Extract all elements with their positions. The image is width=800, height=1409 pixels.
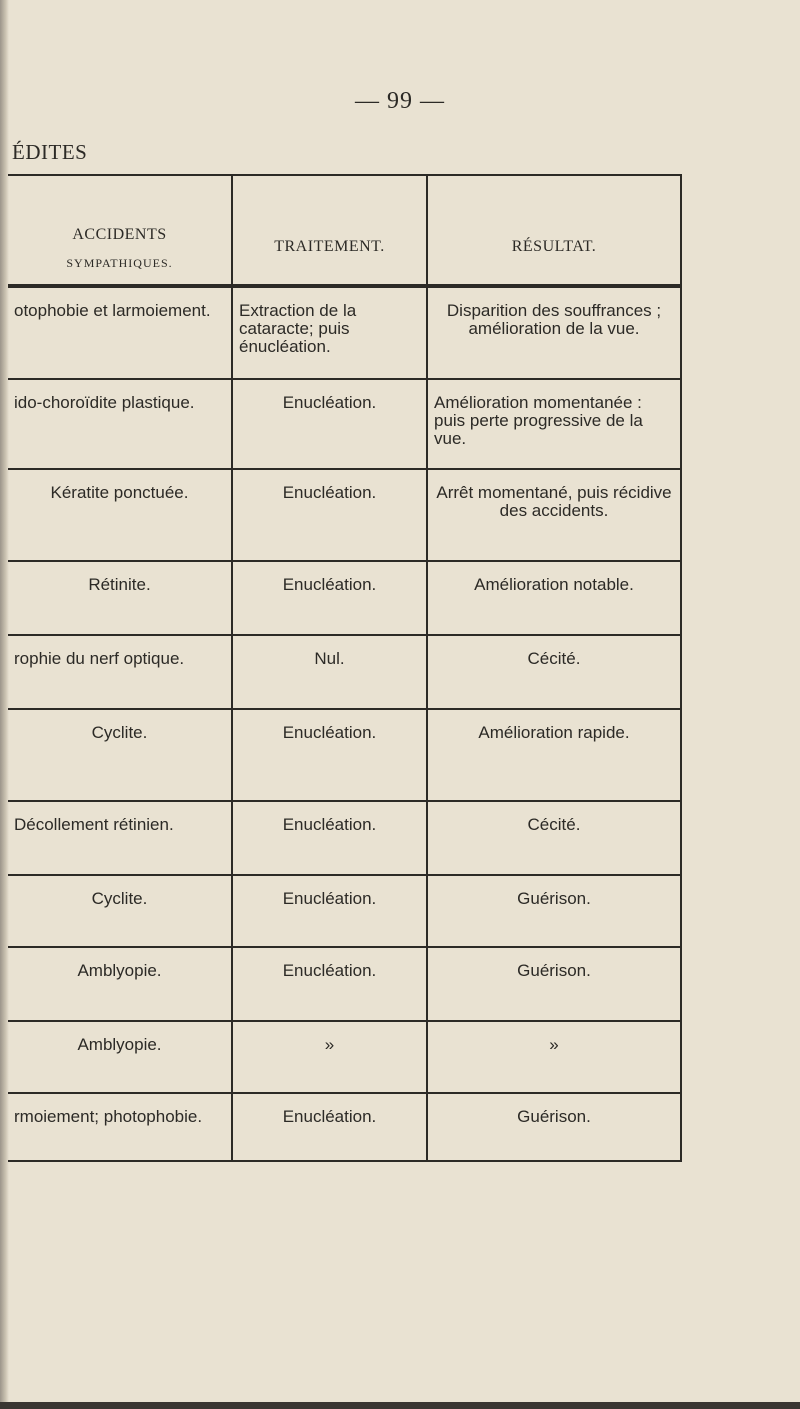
accident-cell: Cyclite. bbox=[8, 710, 233, 800]
traitement-cell: Enucléation. bbox=[233, 948, 428, 1020]
cases-table bbox=[8, 174, 682, 1162]
accident-cell: otophobie et larmoiement. bbox=[8, 288, 233, 378]
header-resultat bbox=[428, 176, 680, 284]
accident-cell: rmoiement; photophobie. bbox=[8, 1094, 233, 1160]
resultat-cell: Guérison. bbox=[517, 961, 591, 980]
table-row bbox=[8, 1094, 680, 1162]
traitement-cell: Enucléation. bbox=[233, 470, 428, 560]
accident-cell: Kératite ponctuée. bbox=[8, 470, 233, 560]
resultat-cell: Cécité. bbox=[527, 649, 581, 668]
traitement-cell: Enucléation. bbox=[233, 710, 428, 800]
table-row bbox=[8, 710, 680, 802]
traitement-cell: Enucléation. bbox=[233, 802, 428, 874]
table-row bbox=[8, 562, 680, 636]
header-resultat-title: RÉSULTAT. bbox=[511, 238, 597, 255]
header-accidents bbox=[8, 176, 233, 284]
table-row bbox=[8, 636, 680, 710]
traitement-cell: Extraction de la cataracte; puis énucléation. bbox=[233, 288, 428, 378]
resultat-cell: Disparition des souffrances ; amélioration de la vue. bbox=[446, 301, 662, 338]
resultat-cell: Amélioration rapide. bbox=[478, 723, 630, 742]
accident-cell: Décollement rétinien. bbox=[8, 802, 233, 874]
resultat-cell: Cécité. bbox=[527, 815, 581, 834]
table-header-row bbox=[8, 176, 680, 288]
table-row bbox=[8, 876, 680, 948]
traitement-cell: Enucléation. bbox=[233, 380, 428, 468]
running-head: ÉDITES bbox=[12, 140, 88, 164]
traitement-cell: Nul. bbox=[233, 636, 428, 708]
accident-cell: rophie du nerf optique. bbox=[8, 636, 233, 708]
resultat-cell: Arrêt momentané, puis récidive des accidents. bbox=[436, 483, 672, 520]
table-row bbox=[8, 948, 680, 1022]
accident-cell: Amblyopie. bbox=[8, 1022, 233, 1092]
table-row bbox=[8, 802, 680, 876]
accident-cell: ido-choroïdite plastique. bbox=[8, 380, 233, 468]
header-accidents-subtitle: SYMPATHIQUES. bbox=[66, 256, 173, 270]
page-bottom-edge bbox=[0, 1402, 800, 1409]
accident-cell: Cyclite. bbox=[8, 876, 233, 946]
table-row bbox=[8, 470, 680, 562]
table-row bbox=[8, 288, 680, 380]
page-number: — 99 — bbox=[355, 88, 445, 114]
accident-cell: Rétinite. bbox=[8, 562, 233, 634]
accident-cell: Amblyopie. bbox=[8, 948, 233, 1020]
traitement-cell: Enucléation. bbox=[233, 562, 428, 634]
table-row bbox=[8, 1022, 680, 1094]
table-row bbox=[8, 380, 680, 470]
resultat-cell: » bbox=[549, 1035, 559, 1054]
traitement-cell: Enucléation. bbox=[233, 876, 428, 946]
resultat-cell: Guérison. bbox=[517, 889, 591, 908]
header-traitement bbox=[233, 176, 428, 284]
resultat-cell: Guérison. bbox=[517, 1107, 591, 1126]
resultat-cell: Amélioration notable. bbox=[474, 575, 634, 594]
traitement-cell: Enucléation. bbox=[233, 1094, 428, 1160]
header-traitement-title: TRAITEMENT. bbox=[274, 238, 385, 255]
traitement-cell: » bbox=[233, 1022, 428, 1092]
resultat-cell: Amélioration momentanée : puis perte progressive de la vue. bbox=[434, 393, 643, 448]
header-accidents-title: ACCIDENTS bbox=[72, 226, 167, 243]
